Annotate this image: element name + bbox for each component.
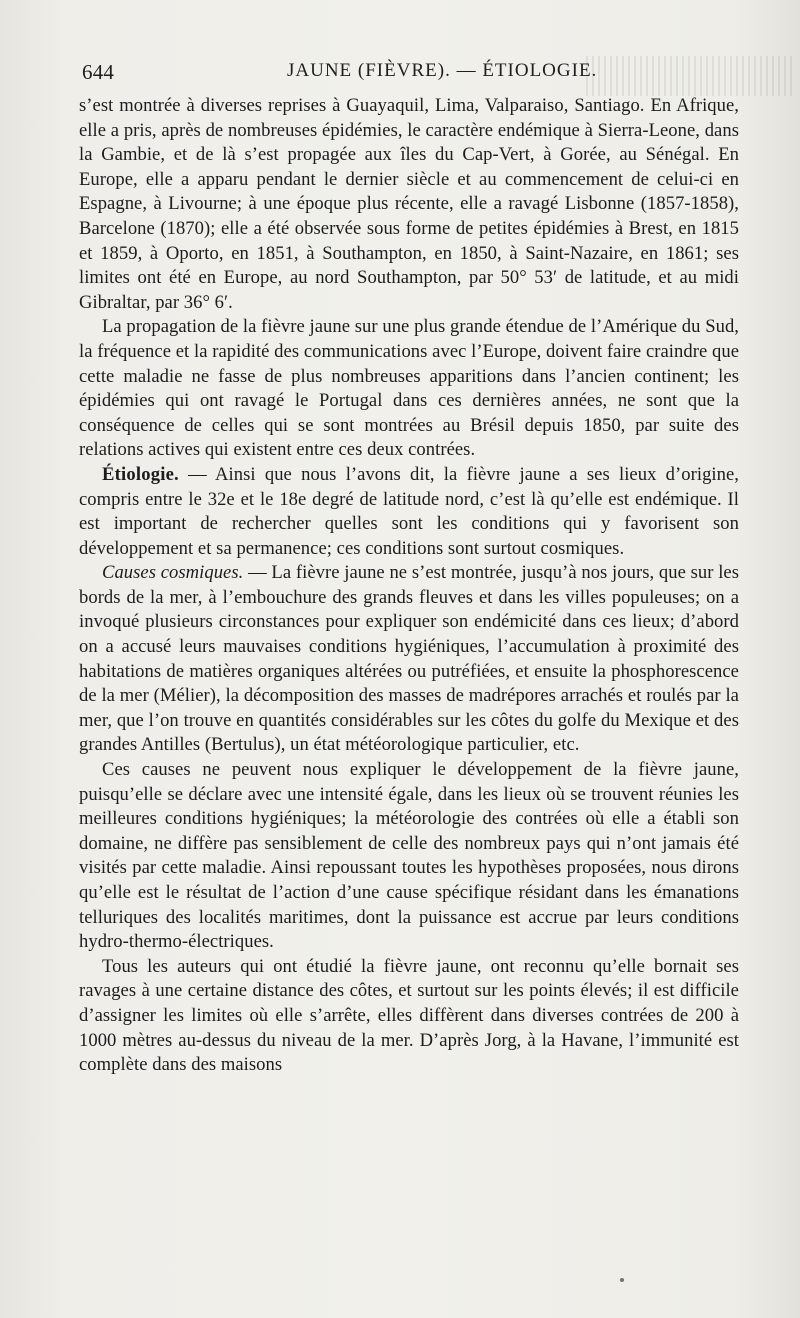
- subheading-causes-cosmiques: Causes cosmiques.: [102, 562, 244, 584]
- paragraph-6: Tous les auteurs qui ont étudié la fièvre jaune, ont reconnu qu’elle bornait ses ravages à une certaine distance des côtes, et surtout sur les points élevés; il est difficile d’assigner les limites où elle s’arrête, elles diffèrent dans diverses contrées de 200 à 1000 mètres au-dessus du niveau de la mer. D’après Jorg, à la Havane, l’immunité est complète dans des maisons: [79, 955, 739, 1076]
- paragraph-causes-cosmiques: [79, 561, 739, 758]
- section-heading-etiologie: Étiologie.: [102, 463, 179, 485]
- paragraph-3-body: — Ainsi que nous l’avons dit, la fièvre jaune a ses lieux d’origine, compris entre le 32e et le 18e degré de latitude nord, c’est là qu’elle est endémique. Il est important de rechercher quelles sont les conditions qui y favorisent son développement et sa permanence; ces conditions sont surtout cosmiques.: [79, 463, 739, 559]
- paragraph-1: s’est montrée à diverses reprises à Guayaquil, Lima, Valparaiso, Santiago. En Afrique, elle a pris, après de nombreuses épidémies, le caractère endémique à Sierra-Leone, dans la Gambie, et de là s’est propagée aux îles du Cap-Vert, à Gorée, au Sénégal. En Europe, elle a apparu pendant le dernier siècle et au commencement de celui-ci en Espagne, à Livourne; à une époque plus récente, elle a ravagé Lisbonne (1857-1858), Barcelone (1870); elle a été observée sous forme de petites épidémies à Brest, en 1815 et 1859, à Oporto, en 1851, à Southampton, en 1850, à Saint-Nazaire, en 1861; ses limites ont été en Europe, au nord Southampton, par 50° 53′ de latitude, et au midi Gibraltar, par 36° 6′.: [79, 95, 739, 313]
- paragraph-etiologie: [79, 463, 739, 561]
- page-header: [82, 60, 742, 90]
- paragraph-4-body: — La fièvre jaune ne s’est montrée, jusqu’à nos jours, que sur les bords de la mer, à l’embouchure des grands fleuves et dans les villes populeuses; on a invoqué plusieurs circonstances pour expliquer son endémicité dans ces lieux; d’abord on a accusé leurs mauvaises conditions hygiéniques, l’accumulation à proximité des habitations de matières organiques altérées ou putréfiées, et ensuite la phosphorescence de la mer (Mélier), la décomposition des masses de madrépores arrachés et roulés par la mer, que l’on trouve en quantités considérables sur les côtes du golfe du Mexique et des grandes Antilles (Bertulus), un état météorologique particulier, etc.: [79, 562, 739, 756]
- running-title: JAUNE (FIÈVRE). — ÉTIOLOGIE.: [287, 60, 598, 81]
- main-text: [79, 94, 739, 1078]
- paragraph-5: Ces causes ne peuvent nous expliquer le développement de la fièvre jaune, puisqu’elle se déclare avec une intensité égale, dans les lieux où se trouvent réunies les meilleures conditions hygiéniques; la météorologie des contrées où elle a établi son domaine, ne diffère pas sensiblement de celle des nombreux pays qui n’ont jamais été visités par cette maladie. Ainsi repoussant toutes les hypothèses proposées, nous dirons qu’elle est le résultat de l’action d’une cause spécifique résidant dans les émanations telluriques des localités maritimes, dont la puissance est accrue par leurs conditions hydro-thermo-électriques.: [79, 759, 739, 953]
- stray-mark: [620, 1278, 624, 1282]
- paragraph-2: La propagation de la fièvre jaune sur une plus grande étendue de l’Amérique du Sud, la fréquence et la rapidité des communications avec l’Europe, doivent faire craindre que cette maladie ne fasse de plus nombreuses apparitions dans l’ancien continent; les épidémies qui ont ravagé le Portugal dans ces dernières années, ne sont que la conséquence de celles qui se sont montrées au Brésil depuis 1850, par suite des relations actives qui existent entre ces deux contrées.: [79, 316, 739, 461]
- page-number: 644: [82, 60, 115, 84]
